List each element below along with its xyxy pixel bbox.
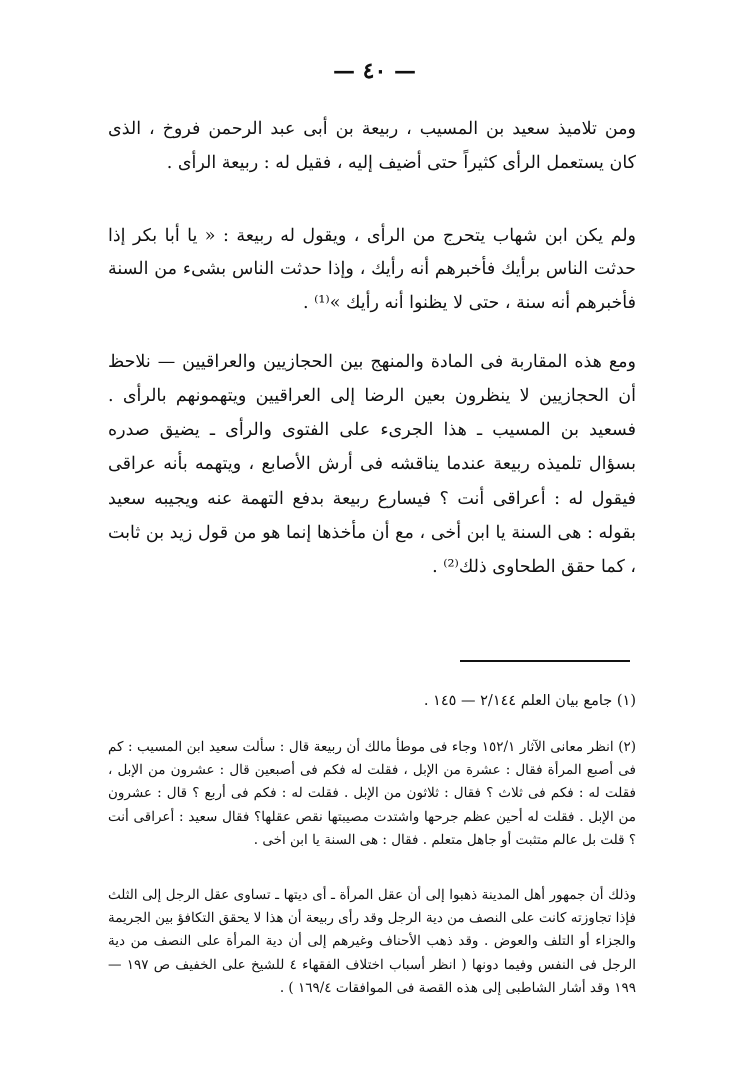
footnote-1: (١) جامع بيان العلم ٢/١٤٤ — ١٤٥ . (423, 693, 636, 709)
paragraph-hijazis-iraqis: ومع هذه المقاربة فى المادة والمنهج بين الحجازيين والعراقيين — نلاحظ أن الحجازيين لا ينظرون بعين الرضا إلى العراقيين ويتهمونهم بالرأى . فسعيد بن المسيب ـ هذا الجرىء على الفتوى والرأى ـ يضيق صدره بسؤال تلميذه ربيعة عندما يناقشه فى أرش الأصابع ، ويتهمه بأنه عراقى فيقول له : أعراقى أنت ؟ فيسارع ربيعة بدفع التهمة عنه ويجيبه سعيد بقوله : هى السنة يا ابن أخى ، مع أن مأخذها إنما هو من قول زيد بن ثابت ، كما حقق الطحاوى ذلك⁽²⁾ . (108, 352, 636, 577)
page-number: — ٤٠ — (333, 58, 416, 84)
footnote-separator (460, 660, 630, 662)
footnote-2: (٢) انظر معانى الآثار ١٥٢/١ وجاء فى موطأ مالك أن ربيعة قال : سألت سعيد ابن المسيب : كم فى أصبع المرأة فقال : عشرة من الإبل ، فقلت له فكم فى أصبعين قال : عشرون من الإبل ، فقلت له : فكم فى ثلاث ؟ فقال : ثلاثون من الإبل . فقلت له : فكم فى أربع ؟ قال : عشرون من الإبل . فقلت له أحين عظم جرحها واشتدت مصيبتها نقص عقلها؟ فقال سعيد : أعراقى أنت ؟ قلت بل عالم متثبت أو جاهل متعلم . فقال : هى السنة يا ابن أخى . (108, 739, 637, 848)
paragraph-ibn-shihab: ولم يكن ابن شهاب يتحرج من الرأى ، ويقول له ربيعة : « يا أبا بكر إذا حدثت الناس برأيك فأخبرهم أنه رأيك ، وإذا حدثت الناس بشىء من السنة فأخبرهم أنه سنة ، حتى لا يظنوا أنه رأيك »⁽¹⁾ . (108, 226, 636, 313)
paragraph-rabia: ومن تلاميذ سعيد بن المسيب ، ربيعة بن أبى عبد الرحمن فروخ ، الذى كان يستعمل الرأى كثيراً حتى أضيف إليه ، فقيل له : ربيعة الرأى . (108, 119, 636, 174)
footnote-2-continued: وذلك أن جمهور أهل المدينة ذهبوا إلى أن عقل المرأة ـ أى ديتها ـ تساوى عقل الرجل إلى الثلث فإذا تجاوزته كانت على النصف من دية الرجل وقد رأى ربيعة أن هذا لا يحقق التكافؤ بين الجريمة والجزاء أو التلف والعوض . وقد ذهب الأحناف وغيرهم إلى أن دية المرأة على النصف من دية الرجل فى النفس وفيما دونها ( انظر أسباب اختلاف الفقهاء ٤ للشيخ على الخفيف ص ١٩٧ — ١٩٩ وقد أشار الشاطبى إلى هذه القصة فى الموافقات ١٦٩/٤ ) . (108, 887, 636, 996)
